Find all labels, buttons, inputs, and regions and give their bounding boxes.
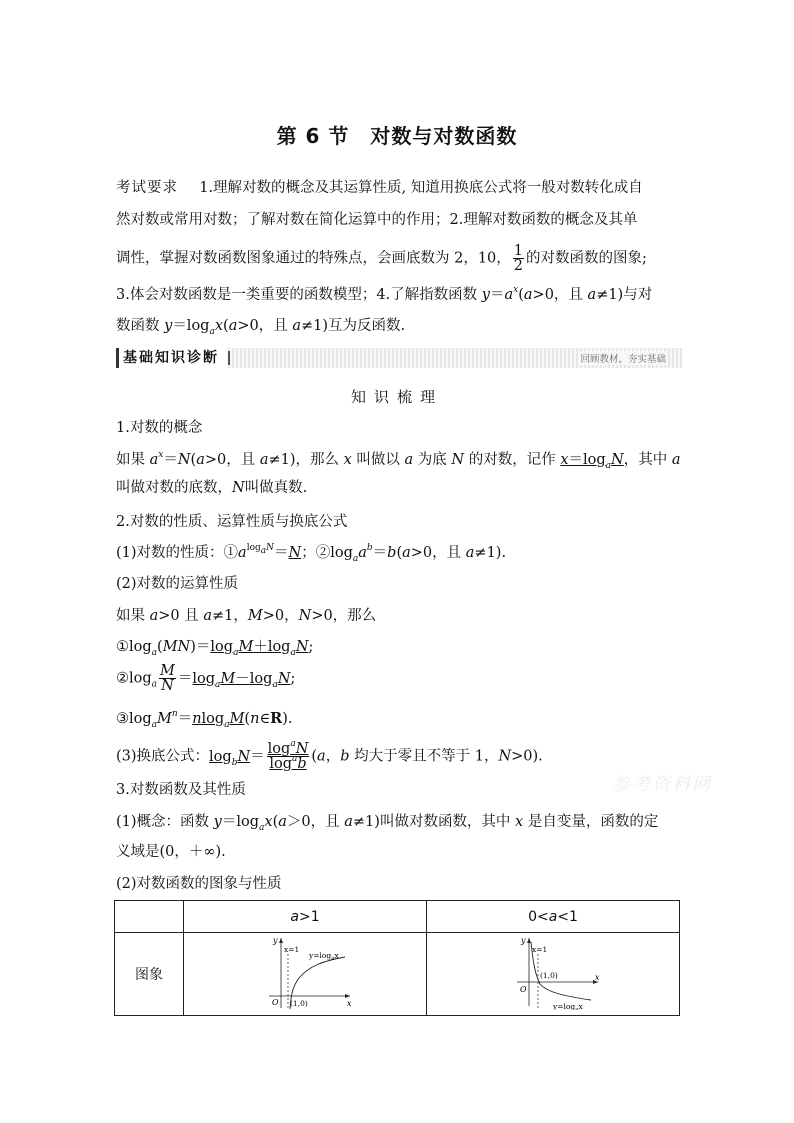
svg-text:(1,0): (1,0) bbox=[290, 999, 308, 1008]
svg-text:x=1: x=1 bbox=[284, 945, 300, 954]
change-of-base-fraction: $\frac{\log^aN}{\log^ab}$ bbox=[267, 739, 309, 772]
svg-text:y=logax: $y=\log_ax$ bbox=[309, 951, 339, 962]
svg-text:y: y bbox=[521, 936, 526, 945]
answer-N: N bbox=[288, 545, 302, 561]
requirements-line-2: 然对数或常用对数；了解对数在简化运算中的作用；2.理解对数函数的概念及其单 bbox=[116, 212, 638, 228]
s2-condition: 如果 a>0 且 a≠1，M>0，N>0，那么 bbox=[116, 608, 377, 624]
section-banner bbox=[116, 348, 682, 368]
s1-line-1: 如果 $a^x=N(a>0$，且 a≠1)，那么 x 叫做以 a 为底 N 的对数，记作 $x=\log_aN$，其中 a bbox=[116, 450, 681, 471]
requirements-line-5: 数函数 $y=\log_ax(a>0$，且 a≠1)互为反函数. bbox=[116, 318, 406, 337]
log-function-table bbox=[114, 900, 680, 1016]
requirements-label: 考试要求 bbox=[116, 180, 178, 196]
section-title: 第 6 节 对数与对数函数 bbox=[276, 124, 518, 148]
rule-power: $③\log_aM^n=nlog_aM(n\in R)$. bbox=[116, 709, 293, 730]
table-header-row bbox=[115, 901, 680, 933]
svg-text:x: x bbox=[595, 973, 600, 982]
answer-definition: $x=\log_aN$ bbox=[560, 452, 624, 471]
row-label-graph: 图象 bbox=[115, 933, 184, 1016]
graph-cell-a-gt-1 bbox=[184, 933, 427, 1016]
s2-property-line: (1)对数的性质：$①a^{log_aN}=N$；$②\log_aa^b=b(a>0$，且 a≠1). bbox=[116, 543, 507, 564]
svg-text:y: y bbox=[273, 936, 278, 945]
s3-heading: 3.对数函数及其性质 bbox=[116, 782, 246, 798]
table-graph-row bbox=[115, 933, 680, 1016]
header-a-between-0-1: 0<a<1 bbox=[427, 901, 680, 933]
table-corner-cell bbox=[115, 901, 184, 933]
s3-line-1: (1)概念：函数 $y=\log_ax(a>0$，且 a≠1)叫做对数函数，其中 x 是自变量，函数的定 bbox=[116, 814, 659, 833]
graph-decreasing-log bbox=[503, 934, 603, 1010]
graph-increasing-log bbox=[255, 934, 355, 1010]
s2-sub-heading: (2)对数的运算性质 bbox=[116, 576, 239, 592]
rule-quotient: $②\log_a$ $\frac{M}{N}$ $=\log_aM-\log_aN$; bbox=[116, 663, 296, 694]
requirements-line-4: 3.体会对数函数是一类重要的函数模型；4.了解指数函数 $y=a^x(a>0$，且 a≠1)与对 bbox=[116, 285, 653, 303]
watermark: 参考资料网 bbox=[612, 774, 712, 795]
s1-heading: 1.对数的概念 bbox=[116, 420, 203, 436]
requirements-line-3: 调性，掌握对数函数图象通过的特殊点，会画底数为 2，10， $\frac{1}{2}$ 的对数函数的图象; bbox=[116, 243, 647, 274]
fraction-one-half: $\frac{1}{2}$ bbox=[513, 243, 524, 274]
requirements-text: 1.理解对数的概念及其运算性质, 知道用换底公式将一般对数转化成自 bbox=[199, 180, 643, 196]
svg-text:x: x bbox=[347, 999, 352, 1008]
banner-label: 基础知识诊断 bbox=[116, 348, 227, 368]
svg-text:O: O bbox=[520, 985, 527, 994]
change-of-base: (3)换底公式：$\log_bN=$ $\frac{\log^aN}{\log^ab}$ (a，b 均大于零且不等于 1，N>0). bbox=[116, 739, 543, 772]
requirements-line-1 bbox=[116, 178, 682, 198]
banner-tagline: 回顾教材，夯实基础 bbox=[578, 351, 668, 365]
svg-text:y=logax: $y=\log_ax$ bbox=[553, 1002, 583, 1010]
header-a-greater-1: a>1 bbox=[184, 901, 427, 933]
s1-line-2: 叫做对数的底数，N叫做真数. bbox=[116, 480, 308, 496]
svg-text:x=1: x=1 bbox=[532, 945, 548, 954]
s2-heading: 2.对数的性质、运算性质与换底公式 bbox=[116, 514, 348, 530]
rule-product: $①\log_a(MN)=\log_aM+\log_aN$; bbox=[116, 639, 314, 658]
svg-text:(1,0): (1,0) bbox=[540, 971, 558, 980]
s3-line-2: 义域是(0，＋∞). bbox=[116, 844, 226, 860]
s3-line-3: (2)对数函数的图象与性质 bbox=[116, 876, 282, 892]
svg-text:O: O bbox=[272, 998, 279, 1007]
graph-cell-a-lt-1 bbox=[427, 933, 680, 1016]
knowledge-subheading: 知识梳理 bbox=[350, 388, 443, 406]
